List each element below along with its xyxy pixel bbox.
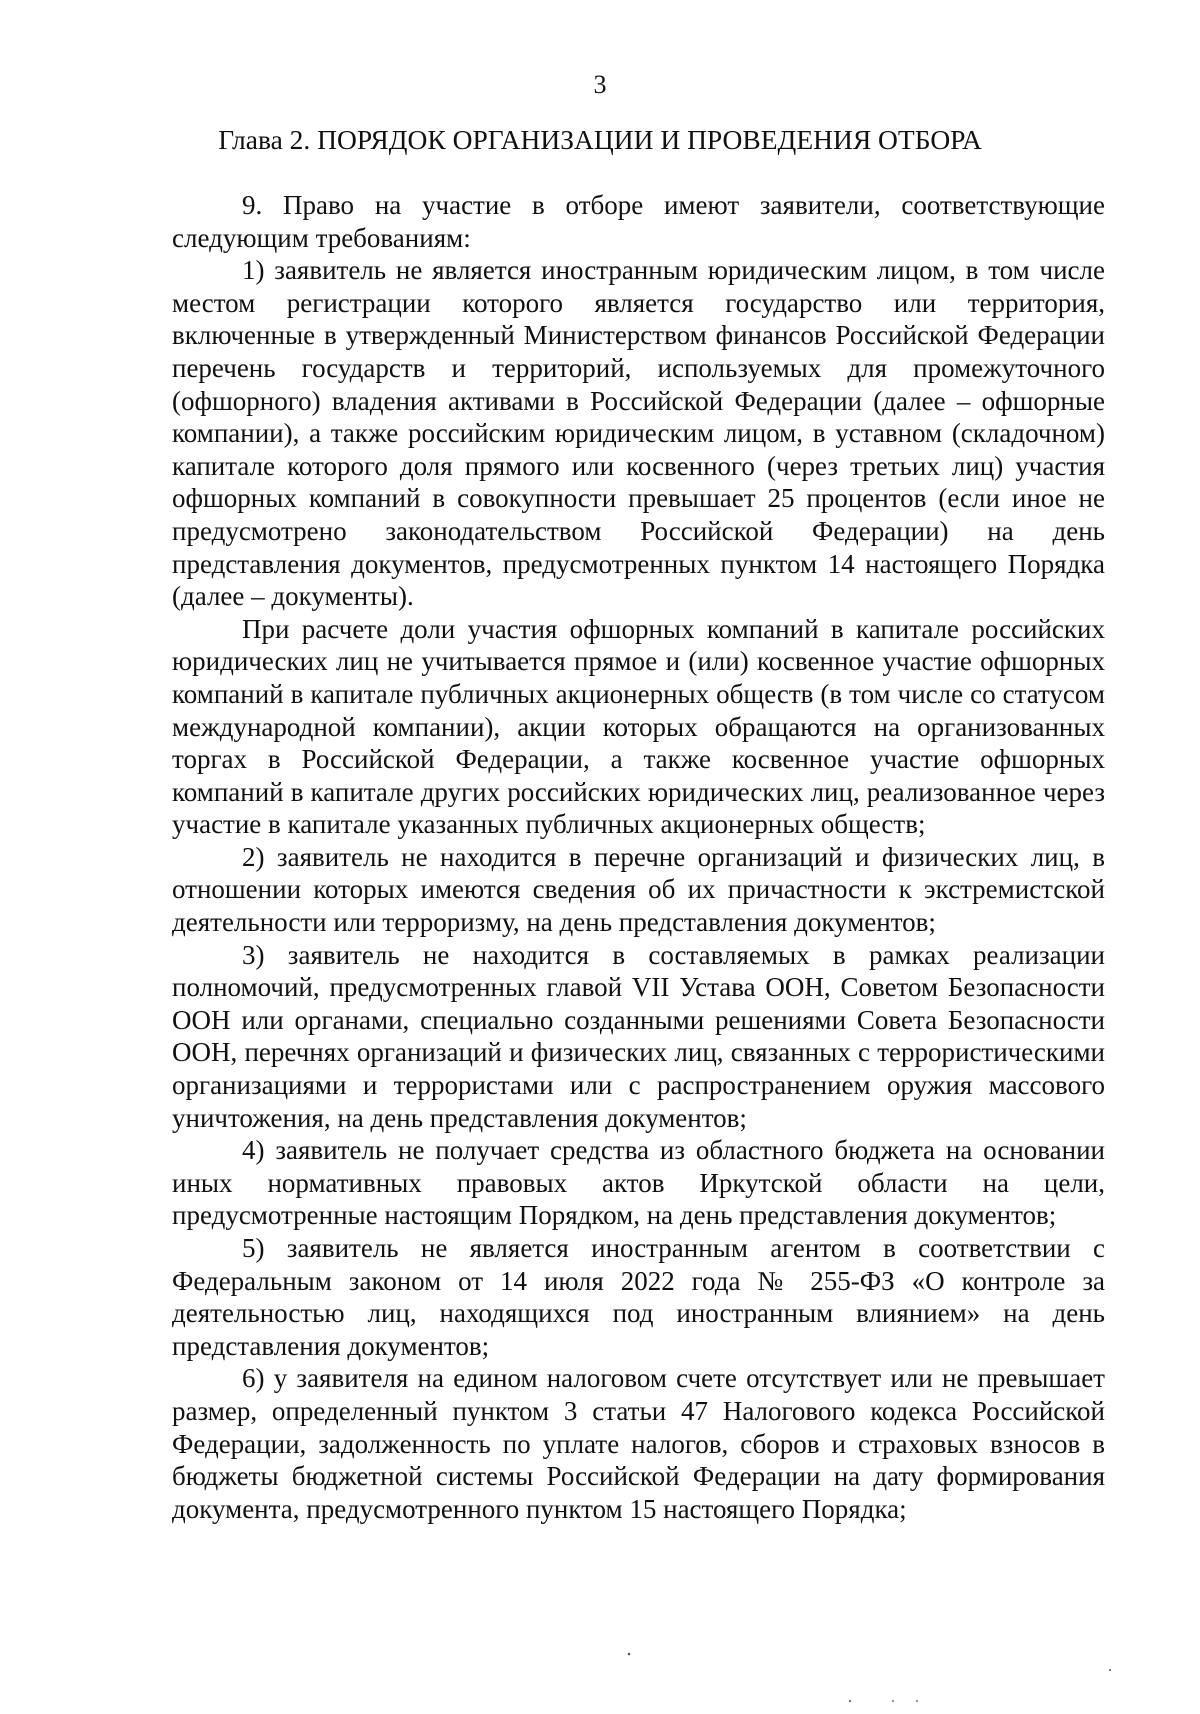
- paragraph-item-2: 2) заявитель не находится в перечне организаций и физических лиц, в отношении которых имеются сведения об их причастности к экстремистской деятельности или терроризму, на день представления документов;: [172, 841, 1105, 938]
- chapter-title: Глава 2. ПОРЯДОК ОРГАНИЗАЦИИ И ПРОВЕДЕНИЯ ОТБОРА: [218, 124, 982, 155]
- page-number: 3: [593, 70, 607, 99]
- scan-speck: [628, 1653, 631, 1656]
- paragraph-item-5: 5) заявитель не является иностранным агентом в соответствии с Федеральным законом от 14 июля 2022 года № 255-ФЗ «О контроле за деятельностью лиц, находящихся под иностранным влиянием» на день представления документов;: [172, 1233, 1105, 1361]
- paragraph-item-6: 6) у заявителя на едином налоговом счете отсутствует или не превышает размер, определенный пунктом 3 статьи 47 Налогового кодекса Российской Федерации, задолженность по уплате налогов, сборов и страховых взносов в бюджеты бюджетной системы Российской Федерации на дату формирования документа, предусмотренного пунктом 15 настоящего Порядка;: [172, 1363, 1105, 1524]
- paragraph-item-3: 3) заявитель не находится в составляемых в рамках реализации полномочий, предусмотренных главой VII Устава ООН, Советом Безопасности ООН или органами, специально созданными решениями Совета Безопасности ООН, перечнях организаций и физических лиц, связанных с террористическими организациями и террористами или с распространением оружия массового уничтожения, на день представления документов;: [172, 939, 1105, 1133]
- document-body: [172, 189, 1105, 1525]
- scan-speck: [892, 1700, 894, 1702]
- scan-speck: [1109, 1669, 1111, 1671]
- scan-speck: [849, 1700, 851, 1702]
- scan-speck: [916, 1700, 918, 1702]
- paragraph-offshore-calculation: При расчете доли участия офшорных компаний в капитале российских юридических лиц не учитывается прямое и (или) косвенное участие офшорных компаний в капитале публичных акционерных обществ (в том числе со статусом международной компании), акции которых обращаются на организованных торгах в Российской Федерации, а также косвенное участие офшорных компаний в капитале других российских юридических лиц, реализованное через участие в капитале указанных публичных акционерных обществ;: [172, 613, 1105, 840]
- paragraph-item-1: 1) заявитель не является иностранным юридическим лицом, в том числе местом регистрации которого является государство или территория, включенные в утвержденный Министерством финансов Российской Федерации перечень государств и территорий, используемых для промежуточного (офшорного) владения активами в Российской Федерации (далее – офшорные компании), а также российским юридическим лицом, в уставном (складочном) капитале которого доля прямого или косвенного (через третьих лиц) участия офшорных компаний в совокупности превышает 25 процентов (если иное не предусмотрено законодательством Российской Федерации) на день представления документов, предусмотренных пунктом 14 настоящего Порядка (далее – документы).: [172, 255, 1105, 612]
- paragraph-item-4: 4) заявитель не получает средства из областного бюджета на основании иных нормативных правовых актов Иркутской области на цели, предусмотренные настоящим Порядком, на день представления документов;: [172, 1135, 1105, 1231]
- paragraph-9-intro: 9. Право на участие в отборе имеют заявители, соответствующие следующим требованиям:: [172, 190, 1105, 253]
